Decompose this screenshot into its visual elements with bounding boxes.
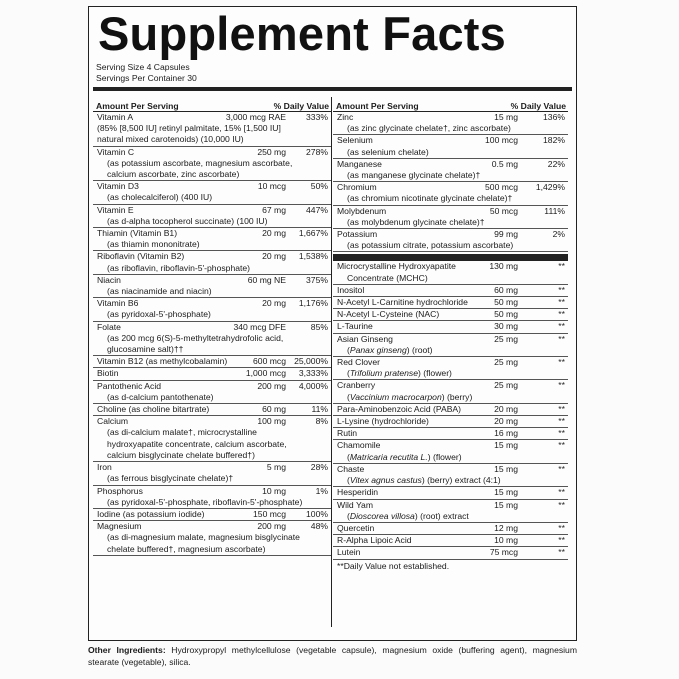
nutrient-source: (as zinc glycinate chelate†, zinc ascorbate) (347, 123, 511, 134)
dv-footnote: **Daily Value not established. (337, 560, 450, 571)
nutrient-name: Wild Yam (337, 499, 373, 510)
daily-value: 100% (306, 508, 328, 519)
daily-value: ** (558, 380, 565, 391)
nutrient-name: Iron (97, 462, 112, 473)
nutrient-row (93, 228, 331, 251)
nutrient-row (333, 535, 568, 547)
nutrient-name: Red Clover (337, 357, 380, 368)
daily-value: 1,667% (298, 228, 328, 239)
nutrient-row (333, 500, 568, 523)
nutrient-amount: 60 mg NE (247, 274, 286, 285)
nutrient-amount: 20 mg (262, 251, 286, 262)
nutrient-name: Chaste (337, 463, 365, 474)
nutrient-name: Iodine (as potassium iodide) (97, 508, 205, 519)
daily-value: ** (558, 321, 565, 332)
nutrient-row (333, 297, 568, 309)
nutrient-source: (Vaccinium macrocarpon) (berry) (347, 391, 473, 402)
nutrient-amount: 200 mg (257, 380, 286, 391)
nutrient-amount: 10 mcg (257, 181, 286, 192)
nutrient-name: Molybdenum (337, 205, 387, 216)
daily-value: 4,000% (298, 380, 328, 391)
nutrient-name: Pantothenic Acid (97, 380, 162, 391)
nutrient-row (93, 112, 331, 147)
nutrient-name: Choline (as choline bitartrate) (97, 404, 210, 415)
daily-value: 333% (306, 112, 328, 122)
dv-header: % Daily Value (510, 101, 566, 111)
daily-value: ** (558, 547, 565, 558)
daily-value: 2% (552, 229, 565, 240)
daily-value: 3,333% (298, 368, 328, 379)
nutrient-row (333, 464, 568, 487)
other-ingredients-label: Other Ingredients: (88, 645, 166, 655)
amount-header: Amount Per Serving (336, 101, 419, 111)
nutrient-source: (as pyridoxal-5'-phosphate) (107, 309, 211, 320)
nutrient-source: natural mixed carotenoids) (10,000 IU) (97, 134, 244, 145)
nutrient-name: Thiamin (Vitamin B1) (97, 228, 178, 239)
nutrient-name: Vitamin C (97, 146, 135, 157)
nutrient-source: chelate buffered†, magnesium ascorbate) (107, 543, 266, 554)
amount-header: Amount Per Serving (96, 101, 179, 111)
nutrient-name: L-Lysine (hydrochloride) (337, 416, 429, 427)
nutrient-source: Concentrate (MCHC) (347, 272, 428, 283)
nutrient-row (333, 261, 568, 284)
left-nutrient-list (93, 112, 331, 556)
daily-value: 375% (306, 274, 328, 285)
nutrient-row (93, 181, 331, 204)
daily-value: 1,538% (298, 251, 328, 262)
nutrient-source: (as potassium citrate, potassium ascorbate) (347, 240, 514, 251)
column-divider (331, 97, 332, 627)
nutrient-row (93, 147, 331, 182)
nutrient-row (333, 428, 568, 440)
nutrient-source: (as ferrous bisglycinate chelate)† (107, 473, 234, 484)
daily-value: 1,429% (535, 182, 565, 193)
nutrient-amount: 99 mg (494, 229, 518, 240)
nutrient-amount: 3,000 mcg RAE (225, 112, 286, 122)
nutrient-amount: 340 mcg DFE (233, 321, 286, 332)
daily-value: ** (558, 416, 565, 427)
nutrient-source: (as riboflavin, riboflavin-5'-phosphate) (107, 262, 251, 273)
daily-value: ** (558, 522, 565, 533)
nutrient-name: Vitamin D3 (97, 181, 139, 192)
nutrient-amount: 10 mg (262, 485, 286, 496)
daily-value: 182% (543, 135, 565, 146)
nutrient-amount: 1,000 mcg (245, 368, 286, 379)
daily-value: 22% (547, 158, 565, 169)
servings-per-container: Servings Per Container 30 (96, 73, 197, 83)
nutrient-amount: 20 mg (262, 228, 286, 239)
nutrient-row (93, 381, 331, 404)
nutrient-row (333, 135, 568, 158)
nutrient-name: Riboflavin (Vitamin B2) (97, 251, 185, 262)
daily-value: 1,176% (298, 298, 328, 309)
daily-value: ** (558, 535, 565, 546)
nutrient-source: (as cholecalciferol) (400 IU) (107, 192, 213, 203)
nutrient-name: Vitamin B6 (97, 298, 139, 309)
nutrient-row (333, 523, 568, 535)
nutrient-row (333, 206, 568, 229)
nutrient-name: N-Acetyl L-Carnitine hydrochloride (337, 297, 468, 308)
nutrient-amount: 250 mg (257, 146, 286, 157)
other-ingredients (88, 644, 577, 668)
nutrient-source: (as pyridoxal-5'-phosphate, riboflavin-5'-phosphate) (107, 496, 303, 507)
daily-value: ** (558, 261, 565, 272)
nutrient-source: (as manganese glycinate chelate)† (347, 170, 481, 181)
header-thick-rule (93, 87, 572, 91)
nutrient-source: (as niacinamide and niacin) (107, 286, 212, 297)
nutrient-source: (as thiamin mononitrate) (107, 239, 200, 250)
dv-header: % Daily Value (273, 101, 329, 111)
panel-title: Supplement Facts (98, 7, 507, 60)
nutrient-source: (as selenium chelate) (347, 146, 429, 157)
nutrient-source: hydroxyapatite concentrate, calcium ascorbate, (107, 438, 287, 449)
nutrient-row (93, 322, 331, 357)
nutrient-row (333, 321, 568, 333)
right-column-header (333, 100, 568, 112)
nutrient-amount: 100 mcg (485, 135, 518, 146)
daily-value: 48% (310, 521, 328, 532)
nutrient-row (93, 368, 331, 380)
nutrient-row (333, 357, 568, 380)
daily-value: 278% (306, 146, 328, 157)
nutrient-source: glucosamine salt)†† (107, 344, 184, 355)
nutrient-amount: 50 mcg (489, 205, 518, 216)
nutrient-amount: 50 mg (494, 297, 518, 308)
daily-value: ** (558, 499, 565, 510)
nutrient-row (93, 356, 331, 368)
daily-value: ** (558, 463, 565, 474)
nutrient-name: Biotin (97, 368, 119, 379)
nutrient-source: (Trifolium pratense) (flower) (347, 368, 452, 379)
nutrient-source: (as molybdenum glycinate chelate)† (347, 216, 485, 227)
nutrient-source: (as 200 mcg 6(S)-5-methyltetrahydrofolic acid, (107, 332, 284, 343)
nutrient-source: (Panax ginseng) (root) (347, 344, 433, 355)
nutrient-amount: 200 mg (257, 521, 286, 532)
nutrient-amount: 67 mg (262, 204, 286, 215)
daily-value: 111% (544, 205, 565, 216)
right-column (333, 100, 568, 572)
nutrient-name: Zinc (337, 112, 354, 122)
nutrient-row (93, 486, 331, 509)
nutrient-name: Calcium (97, 416, 129, 427)
nutrient-name: Lutein (337, 547, 361, 558)
nutrient-row (333, 380, 568, 403)
nutrient-amount: 25 mg (494, 333, 518, 344)
nutrient-amount: 25 mg (494, 357, 518, 368)
nutrient-row (93, 251, 331, 274)
daily-value: ** (558, 297, 565, 308)
nutrient-name: Hesperidin (337, 487, 379, 498)
nutrient-row (93, 462, 331, 485)
nutrient-amount: 500 mcg (485, 182, 518, 193)
nutrient-name: Selenium (337, 135, 373, 146)
nutrient-amount: 5 mg (266, 462, 286, 473)
nutrient-row (333, 334, 568, 357)
nutrient-amount: 600 mcg (253, 356, 286, 367)
nutrient-amount: 20 mg (494, 403, 518, 414)
nutrient-amount: 50 mg (494, 309, 518, 320)
nutrient-source: calcium bisglycinate chelate buffered†) (107, 449, 255, 460)
left-column-header (93, 100, 331, 112)
daily-value: 85% (310, 321, 328, 332)
nutrient-amount: 12 mg (494, 522, 518, 533)
nutrient-row (333, 229, 568, 252)
daily-value: ** (558, 487, 565, 498)
nutrient-row (333, 112, 568, 135)
nutrient-name: Rutin (337, 428, 358, 439)
left-column (93, 100, 331, 556)
daily-value: ** (558, 403, 565, 414)
nutrient-amount: 16 mg (494, 428, 518, 439)
nutrient-name: R-Alpha Lipoic Acid (337, 535, 412, 546)
nutrient-source: calcium ascorbate, zinc ascorbate) (107, 169, 240, 180)
nutrient-name: Cranberry (337, 380, 376, 391)
nutrient-row (93, 298, 331, 321)
nutrient-amount: 30 mg (494, 321, 518, 332)
daily-value: ** (558, 357, 565, 368)
nutrient-name: N-Acetyl L-Cysteine (NAC) (337, 309, 440, 320)
daily-value: 28% (310, 462, 328, 473)
nutrient-amount: 60 mg (494, 284, 518, 295)
nutrient-amount: 15 mg (494, 463, 518, 474)
nutrient-source: (85% [8,500 IU] retinyl palmitate, 15% [1,500 IU] (97, 123, 281, 134)
nutrient-name: L-Taurine (337, 321, 373, 332)
nutrient-name: Niacin (97, 274, 121, 285)
nutrient-source: (as d-calcium pantothenate) (107, 391, 214, 402)
daily-value: 8% (315, 416, 328, 427)
nutrient-row (93, 404, 331, 416)
nutrient-row (93, 275, 331, 298)
nutrient-amount: 75 mcg (489, 547, 518, 558)
nutrient-name: Vitamin E (97, 204, 134, 215)
nutrient-row (333, 547, 568, 559)
nutrient-amount: 100 mg (257, 416, 286, 427)
nutrient-name: Chromium (337, 182, 377, 193)
daily-value: ** (558, 440, 565, 451)
nutrient-row (93, 509, 331, 521)
nutrient-row (93, 205, 331, 228)
nutrient-name: Vitamin A (97, 112, 134, 122)
daily-value: 136% (543, 112, 565, 122)
nutrient-amount: 25 mg (494, 380, 518, 391)
nutrient-amount: 10 mg (494, 535, 518, 546)
nutrient-source: (as di-magnesium malate, magnesium bisglycinate (107, 532, 300, 543)
nutrient-row (333, 487, 568, 499)
nutrient-amount: 15 mg (494, 112, 518, 122)
nutrient-name: Chamomile (337, 440, 381, 451)
nutrient-name: Quercetin (337, 522, 375, 533)
other-ingredients-text: Hydroxypropyl methylcellulose (vegetable capsule), magnesium oxide (buffering agent), magnesium stearate (vegetable), silica. (88, 645, 577, 667)
daily-value: 447% (306, 204, 328, 215)
nutrient-name: Inositol (337, 284, 365, 295)
nutrient-row (333, 159, 568, 182)
nutrient-row (333, 440, 568, 463)
nutrient-name: Potassium (337, 229, 378, 240)
nutrient-name: Microcrystalline Hydroxyapatite (337, 261, 456, 272)
right-nutrient-list (333, 112, 568, 252)
daily-value: ** (558, 333, 565, 344)
nutrient-name: Magnesium (97, 521, 142, 532)
supplement-facts-panel (88, 6, 577, 641)
nutrient-name: Para-Aminobenzoic Acid (PABA) (337, 403, 462, 414)
nutrient-source: (as chromium nicotinate glycinate chelate)† (347, 193, 513, 204)
daily-value: 11% (311, 404, 328, 415)
nutrient-row (333, 404, 568, 416)
nutrient-amount: 20 mg (494, 416, 518, 427)
nutrient-amount: 15 mg (494, 487, 518, 498)
nutrient-source: (Matricaria recutita L.) (flower) (347, 451, 462, 462)
nutrient-name: Manganese (337, 158, 382, 169)
nutrient-name: Folate (97, 321, 121, 332)
nutrient-amount: 0.5 mg (491, 158, 518, 169)
daily-value: ** (558, 309, 565, 320)
nutrient-amount: 130 mg (489, 261, 518, 272)
nutrient-name: Vitamin B12 (as methylcobalamin) (97, 356, 228, 367)
daily-value: ** (558, 284, 565, 295)
nutrient-source: (as di-calcium malate†, microcrystalline (107, 427, 257, 438)
other-ingredients-list (333, 261, 568, 559)
nutrient-amount: 15 mg (494, 440, 518, 451)
nutrient-row (93, 416, 331, 462)
nutrient-amount: 150 mcg (253, 508, 286, 519)
nutrient-row (93, 521, 331, 556)
nutrient-source: (as d-alpha tocopherol succinate) (100 IU) (107, 215, 268, 226)
nutrient-row (333, 285, 568, 297)
daily-value: 25,000% (294, 356, 328, 367)
section-thick-rule (333, 254, 568, 261)
nutrient-row (333, 182, 568, 205)
daily-value: 1% (315, 485, 328, 496)
nutrient-source: (Vitex agnus castus) (berry) extract (4:1) (347, 475, 501, 486)
daily-value: ** (558, 428, 565, 439)
nutrient-name: Phosphorus (97, 485, 143, 496)
nutrient-name: Asian Ginseng (337, 333, 393, 344)
nutrient-amount: 20 mg (262, 298, 286, 309)
nutrient-amount: 60 mg (262, 404, 286, 415)
nutrient-row (333, 416, 568, 428)
nutrient-amount: 15 mg (494, 499, 518, 510)
nutrient-row (333, 309, 568, 321)
serving-size: Serving Size 4 Capsules (96, 62, 190, 72)
nutrient-source: (Dioscorea villosa) (root) extract (347, 510, 469, 521)
daily-value: 50% (310, 181, 328, 192)
nutrient-source: (as potassium ascorbate, magnesium ascorbate, (107, 157, 293, 168)
